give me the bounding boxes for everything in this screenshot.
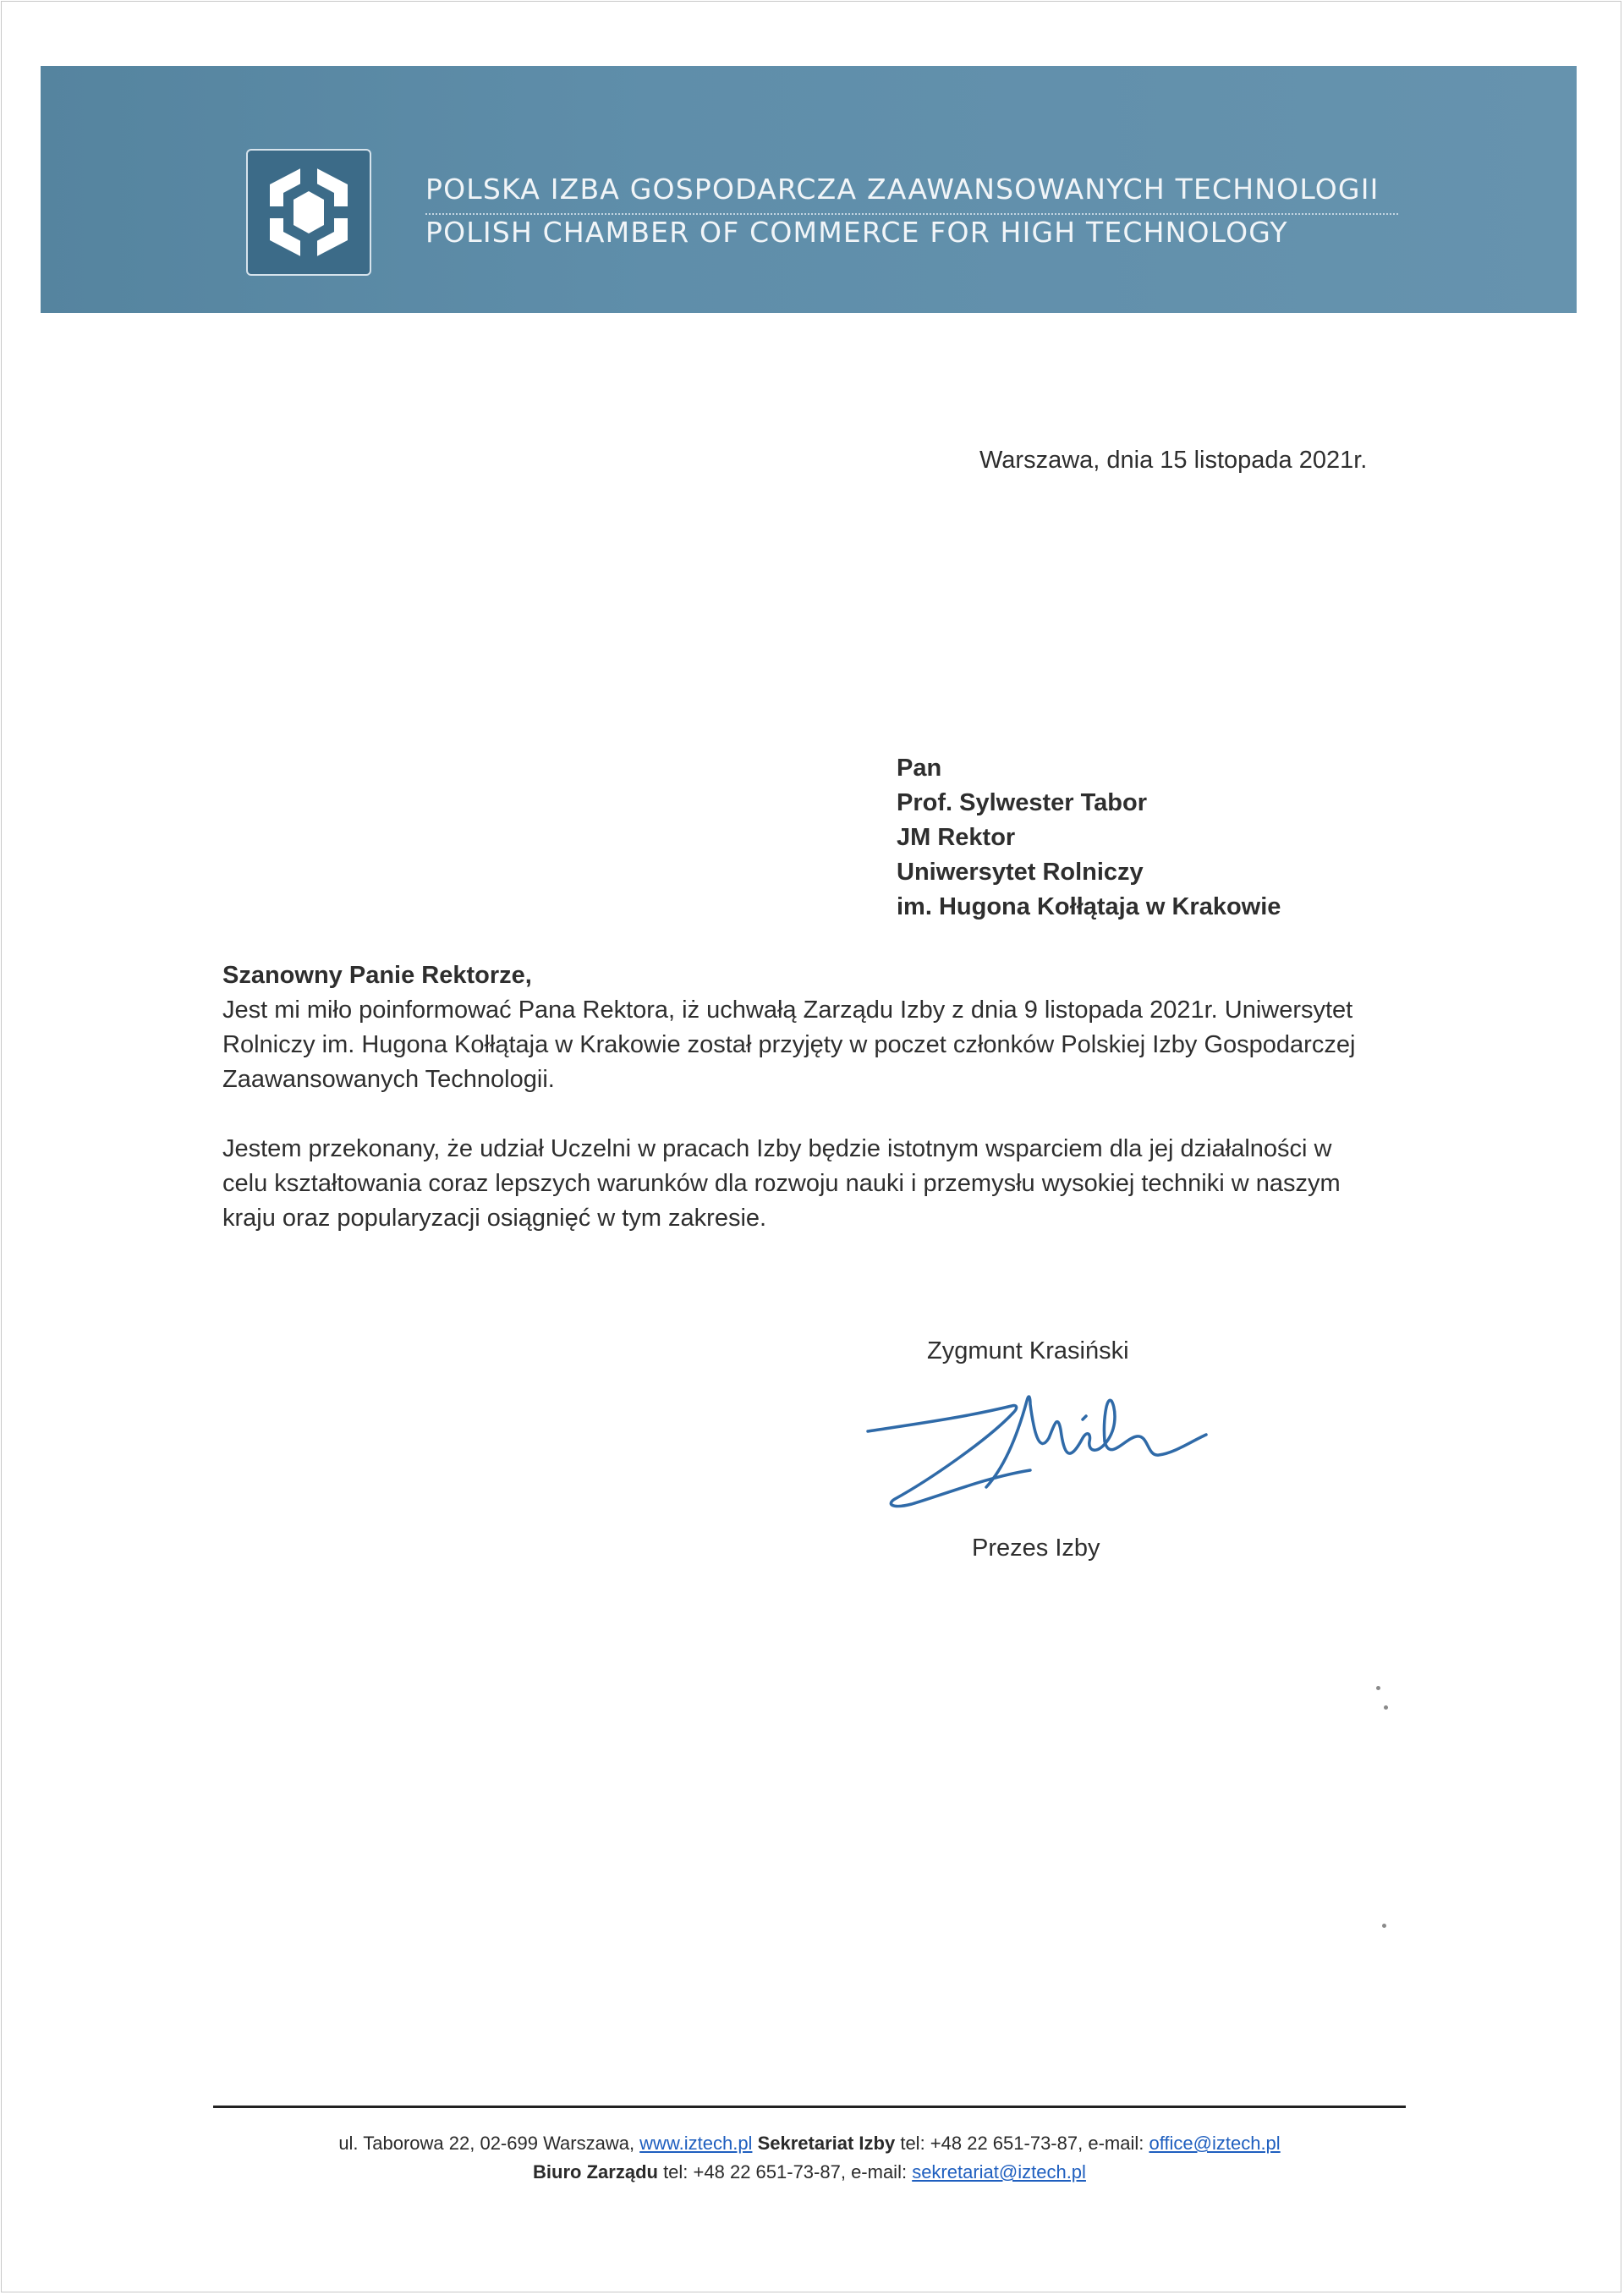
scan-speck (1376, 1686, 1380, 1690)
footer-line-2 (213, 2159, 1406, 2186)
paragraph-line: Zaawansowanych Technologii. (222, 1066, 555, 1093)
body-paragraph-2 (222, 1132, 1341, 1236)
letterhead-banner (41, 66, 1577, 313)
salutation: Szanowny Panie Rektorze, (222, 962, 532, 989)
board-contact: tel: +48 22 651-73-87, e-mail: (657, 2161, 913, 2182)
paragraph-line: Jest mi miło poinformować Pana Rektora, iż uchwałą Zarządu Izby z dnia 9 listopada 2021r. Uniwersytet (222, 997, 1353, 1024)
signer-title: Prezes Izby (972, 1535, 1100, 1562)
org-name-english: POLISH CHAMBER OF COMMERCE FOR HIGH TECHNOLOGY (425, 216, 1288, 249)
secretariat-label: Sekretariat Izby (757, 2133, 896, 2154)
website-link[interactable]: www.iztech.pl (639, 2133, 753, 2154)
signer-name: Zygmunt Krasiński (927, 1337, 1129, 1364)
recipient-line: Prof. Sylwester Tabor (897, 789, 1147, 816)
footer-line-1 (213, 2130, 1406, 2157)
scan-speck (1384, 1705, 1388, 1710)
scan-speck (1382, 1924, 1386, 1928)
recipient-block (897, 751, 1281, 925)
paragraph-line: celu kształtowania coraz lepszych warunków dla rozwoju nauki i przemysłu wysokiej techniki w naszym (222, 1170, 1341, 1197)
paragraph-line: kraju oraz popularyzacji osiągnięć w tym zakresie. (222, 1205, 767, 1232)
recipient-line: Uniwersytet Rolniczy (897, 859, 1144, 886)
paragraph-line: Jestem przekonany, że udział Uczelni w pracach Izby będzie istotnym wsparciem dla jej działalności w (222, 1135, 1332, 1162)
secretariat-email-link[interactable]: sekretariat@iztech.pl (912, 2161, 1086, 2182)
chamber-logo-icon (246, 149, 371, 276)
recipient-line: im. Hugona Kołłątaja w Krakowie (897, 893, 1281, 920)
footer-address: ul. Taborowa 22, 02-699 Warszawa, (338, 2133, 640, 2154)
body-paragraph-1 (222, 993, 1355, 1097)
letter-date: Warszawa, dnia 15 listopada 2021r. (979, 447, 1368, 474)
org-name-divider (425, 213, 1398, 215)
board-label: Biuro Zarządu (533, 2161, 658, 2182)
handwritten-signature (861, 1387, 1216, 1523)
paragraph-line: Rolniczy im. Hugona Kołłątaja w Krakowie został przyjęty w poczet członków Polskiej Izby Gospodarczej (222, 1031, 1356, 1058)
office-email-link[interactable]: office@iztech.pl (1149, 2133, 1281, 2154)
org-name-polish: POLSKA IZBA GOSPODARCZA ZAAWANSOWANYCH TECHNOLOGII (425, 173, 1380, 206)
footer-divider (213, 2106, 1406, 2108)
secretariat-contact: tel: +48 22 651-73-87, e-mail: (895, 2133, 1149, 2154)
recipient-line: JM Rektor (897, 824, 1016, 851)
recipient-line: Pan (897, 755, 942, 782)
